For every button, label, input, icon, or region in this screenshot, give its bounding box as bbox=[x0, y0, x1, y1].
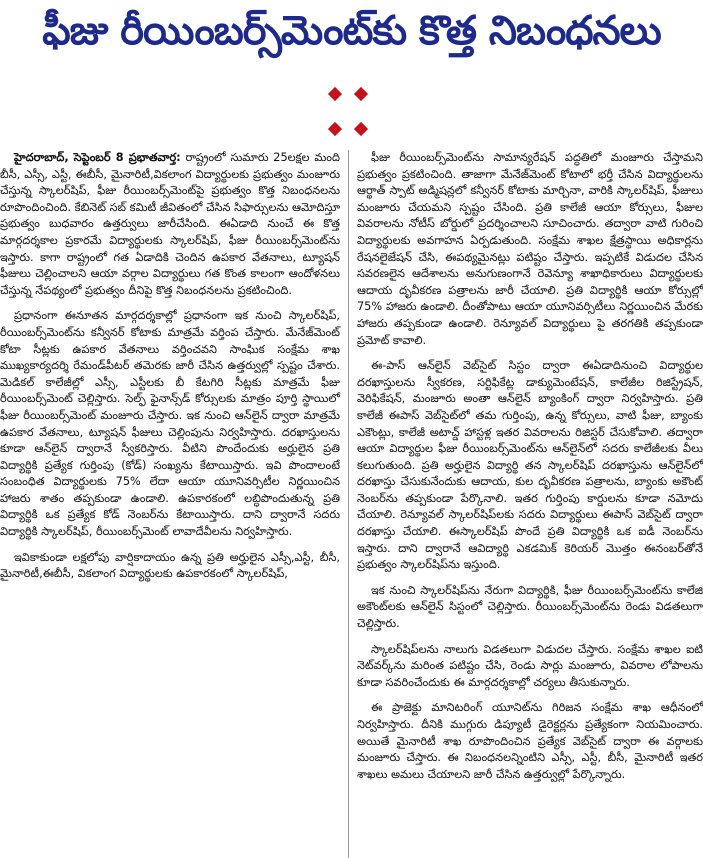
paragraph: ప్రధానంగా ఈనూతన మార్గదర్శకాల్లో ప్రధానంగా ఇక నుంచి స్కాలర్‌షిప్, రీయింబర్స్‌మెంట్‌ను కన్వీనర్ కోటాకు మాత్రమే వర్తింప చేస్తారు. మేనేజ్‌మెంట్ కోటా సీట్లకు ఉపకార వేతనాలు వర్తించవని సాంఘిక సంక్షేమ శాఖ ముఖ్యకార్యదర్శి రేమండ్‌పీటర్ తమెరకు జారీ చేసిన ఉత్తర్వుల్లో స్పష్టం చేశారు. మెడికల్ కాలేజీల్లో ఎస్సీ, ఎస్టీలకు బీ కేటగిరి సీట్లకు మాత్రమే ఫీజు రీయింబర్స్‌మెంట్ చెల్లిస్తారు. సెల్ఫ్ ఫైనాన్స్‌డ్ కోర్సులకు మాత్రం పూర్తి స్థాయిలో ఫీజు రీయింబర్స్‌మెంట్ మంజూరు చేస్తారు. ఇక నుంచి ఆన్‌లైన్ ద్వారా మాత్రమే ఉపకార వేతనాలు, ట్యూషన్ ఫీజులు చెల్లింపును నిర్వహిస్తారు. దరఖాస్తులను కూడా ఆన్‌లైన్ ద్వారానే స్వీకరిస్తారు. వీటిని పొందేందుకు అర్హులైన ప్రతి విద్యార్థికి ప్రత్యేక గుర్తింపు (కోడ్) సంఖ్యను కేటాయిస్తారు. ఇవి పొందాలంటే సంబంధిత విద్యార్థులకు 75% లేదా ఆయా యూనివర్సిటీల నిర్ణయించిన హాజరు శాతం తప్పకుండా ఉండాలి. ఉపకారకంలో లబ్ధిపొందుతున్న ప్రతి విద్యార్థికి ఒక ప్రత్యేక కోడ్ నెంబర్‌ను కేటాయిస్తారు. దాని ద్వారానే సదరు విద్యార్థికి స్కాలర్‌షిప్, రీయింబర్స్‌మెంట్ లావాదేవీలను నిర్వహిస్తారు. bbox=[0, 309, 340, 539]
headline-text: ఫీజు రీయింబర్స్‌మెంట్‌కు కొత్త నిబంధనలు bbox=[42, 8, 661, 54]
paragraph: ఈ ప్రాజెక్టు మానిటరింగ్ యూనిట్‌ను గిరిజన సంక్షేమ శాఖ ఆధీనంలో నిర్వహిస్తారు. దీనికి ముగ్గురు డిప్యూటీ డైరెక్టర్లను ప్రత్యేకంగా నియమించారు. అయితే మైనారిటీ శాఖ రూపొందించిన ప్రత్యేక వెబ్‌సైట్ ద్వారా ఈ వర్గాలకు మంజూరు చేస్తారు. ఈ నిబంధనలన్నింటిని ఎస్సీ, ఎస్టీ, బీసీ, మైనారిటీ ఇతర శాఖలు అమలు చేయాలని జారీ చేసిన ఉత్తర్వుల్లో పేర్కొన్నారు. bbox=[357, 701, 703, 781]
paragraph: ఫీజు రీయింబర్స్‌మెంట్‌ను సామాన్యరేషన్ పద్ధతిలో మంజూరు చేస్తామని ప్రభుత్వం ప్రకటించింది. తాజాగా మేనేజ్‌మెంట్ కోటాలో భర్తీ చేసిన విద్యార్థులను ఆర్థాత్ స్పాట్ అడ్మిషన్లలో కన్వీనర్ కోటాకు మార్చినా, వారికి స్కాలర్‌షిప్, ఫీజులు మంజూరు చేయమని స్పష్టం చేసింది. ప్రతి కాలేజీ ఆయా కోర్సులు, ఫీజుల వివరాలను నోటీస్ బోర్డులో ప్రదర్శించాలని సూచించారు. తద్వారా వాటి గురించి విద్యార్థులకు అవగాహన ఏర్పడుతుంది. సంక్షేమ శాఖల క్షేత్రస్థాయి అధికార్లను రేషనలైజేషన్ చేసి, ఈపథ్యమైనట్లు పటిష్టం చేస్తారు. ఇప్పటికే విడుదల చేసిన సవరణలైన ఆదేశాలను అనుగుణంగానే రెవెన్యూ శాఖాధికారులు విద్యార్థులకు ఆదాయ దృవీకరణ పత్రాలను జారీ చేయాలి. ప్రతి విద్యార్థికి ఆయా కోర్సుల్లో 75% హాజరు ఉండాలి. దీంతోపాటు ఆయా యూనివర్సిటీలు నిర్ణయించిన మేరకు హాజరు తప్పకుండా ఉండాలి. రెన్యూవల్ విద్యార్థులు పై తరగతికి తప్పకుండా ప్రమోట్ కావాలి. bbox=[357, 151, 703, 347]
left-column bbox=[0, 150, 340, 592]
right-column bbox=[357, 150, 703, 792]
paragraph: ఇక నుంచి స్కాలర్‌షిప్‌ను నేరుగా విద్యార్థికి, ఫీజు రీయింబర్స్‌మెంట్‌ను కాలేజి అకౌంట్‌లకు ఆన్‌లైన్ సిస్టంలో చెల్లిస్తారు. రీయింబర్స్‌మెంట్‌ను రెండు విడతలుగా చెల్లిస్తారు. bbox=[357, 583, 703, 631]
diamond-bullet-icon bbox=[327, 122, 341, 136]
paragraph bbox=[0, 150, 340, 299]
dateline: హైదరాబాద్, సెప్టెంబర్ 8 ప్రభాతవార్త: bbox=[14, 151, 181, 164]
paragraph: ఇవికాకుండా లక్షలోపు వార్షికాదాయం ఉన్న ప్రతి అర్హులైన ఎస్సీ,ఎస్టీ, బీసీ, మైనారిటీ,ఈబీసీ, వికలాంగ విద్యార్థులకు ఉపకారకంలో స్కాలర్‌షిప్, bbox=[0, 550, 340, 581]
sub-points-row-2 bbox=[0, 114, 703, 144]
diamond-bullet-icon bbox=[353, 87, 367, 101]
article-body bbox=[0, 150, 703, 858]
paragraph: ఈ-పాస్ ఆన్‌లైన్ వెబ్‌సైట్ సిస్టం ద్వారా ఈఏడాదినుంచి విద్యార్థుల దరఖాస్తులను స్వీకరణ, సర్టిఫికేట్ల డాక్యుమెంటేషన్, కాలేజీల రిజిస్ట్రేషన్, వెరిఫికేషన్, మంజూరు అంతా ఆన్‌లైన్ బ్యాంకింగ్ ద్వారా నిర్వహిస్తారు. ప్రతి కాలేజీ ఈపాస్ వెబ్‌సైట్‌లో తమ గుర్తింపు, ఉన్న కోర్సులు, వాటి ఫీజు, బ్యాంకు ఎకౌంట్లు, కాలేజీ అటాచ్డ్ హాస్టళ్ల ఇతర వివరాలను రిజిస్టర్ చేసుకోవాలి. తద్వారా ఆయా విద్యార్థుల ఫీజు రీయింబర్స్‌మెంట్‌ను ఆన్‌లైన్‌లో సదరు కాలేజీలకు వీలు కలుగుతుంది. ప్రతి అర్హులైన విద్యార్థి తన స్కాలర్‌షిప్ దరఖాస్తును ఆన్‌లైన్‌లో దరఖాస్తు చేసుకునేందుకు ఆదాయ, కుల దృవీకరణ పత్రాలను, బ్యాంకు అకౌంట్ నెంబర్‌ను తప్పకుండా పేర్కొనాలి. ఇతర గుర్తింపు కార్డులను కూడా నమోదు చేయాలి. రెన్యూవల్ స్కాలర్‌షిప్‌లకు సదరు విద్యార్థులు ఈపాస్ వెబ్‌సైట్ ద్వారా దరఖాస్తు చేయాలి. ఈస్కాలర్‌షిప్ పొందే ప్రతి విద్యార్థికి ఒక ఐడీ నెంబర్‌ను ఇస్తారు. దాని ద్వారానే ఆవిద్యార్థి ఎకడమిక్ కెరియర్ మొత్తం ఈనంబర్‌తోనే ప్రభుత్వం స్కాలర్‌షిప్‌ను ఇస్తుంది. bbox=[357, 359, 703, 572]
sub-points-row-1 bbox=[0, 80, 703, 108]
diamond-bullet-icon bbox=[327, 87, 341, 101]
paragraph: స్కాలర్‌షిప్‌లను నాలుగు విడతలుగా విడుదల చేస్తారు. సంక్షేమ శాఖల ఐటి నెట్‌వర్క్‌ను మరింత పటిష్టం చేసి, రెండు సార్లు మంజూరు, వివరాల లోపాలను కూడా సవరించేందుకు ఈ మార్గదర్శకాల్లో చర్యలు తీసుకున్నారు. bbox=[357, 642, 703, 689]
column-divider bbox=[348, 150, 349, 858]
headline bbox=[0, 0, 703, 72]
paragraph-text: రాష్ట్రంలో సుమారు 25లక్షల మంది బీసీ, ఎస్సీ, ఎస్టీ, ఈబీసీ, మైనారిటీ,వికలాంగ విద్యార్థులకు ప్రభుత్వం మంజూరు చేస్తున్న స్కాలర్‌షిప్, ఫీజు రీయింబర్స్‌మెంట్‌పై ప్రభుత్వం కొత్త నిబంధనలను రూపొందించింది. కేబినెట్ సబ్ కమిటీ జీవితంలో చేసిన సిఫార్సులను ఆమోదిస్తూ ప్రభుత్వం బుధవారం ఉత్తర్వులు జారీచేసింది. ఈఏడాది నుంచే ఈ కొత్త మార్గదర్శకాల ప్రకారమే విద్యార్థులకు స్కాలర్‌షిప్, ఫీజు రీయింబర్స్‌మెంట్‌ను ఇస్తారు. కాగా రాష్ట్రంలో గత ఏడాదికి చెందిన ఉపకార వేతనాలు, ట్యూషన్ ఫీజులు చెల్లించాలని ఆయా వర్గాల విద్యార్థులు గత కొంత కాలంగా ఆందోళనలు చేస్తున్న నేపథ్యంలో ప్రభుత్వం దీనిపై కొత్త నిబంధనలను ప్రకటించింది. bbox=[0, 151, 340, 297]
diamond-bullet-icon bbox=[353, 122, 367, 136]
